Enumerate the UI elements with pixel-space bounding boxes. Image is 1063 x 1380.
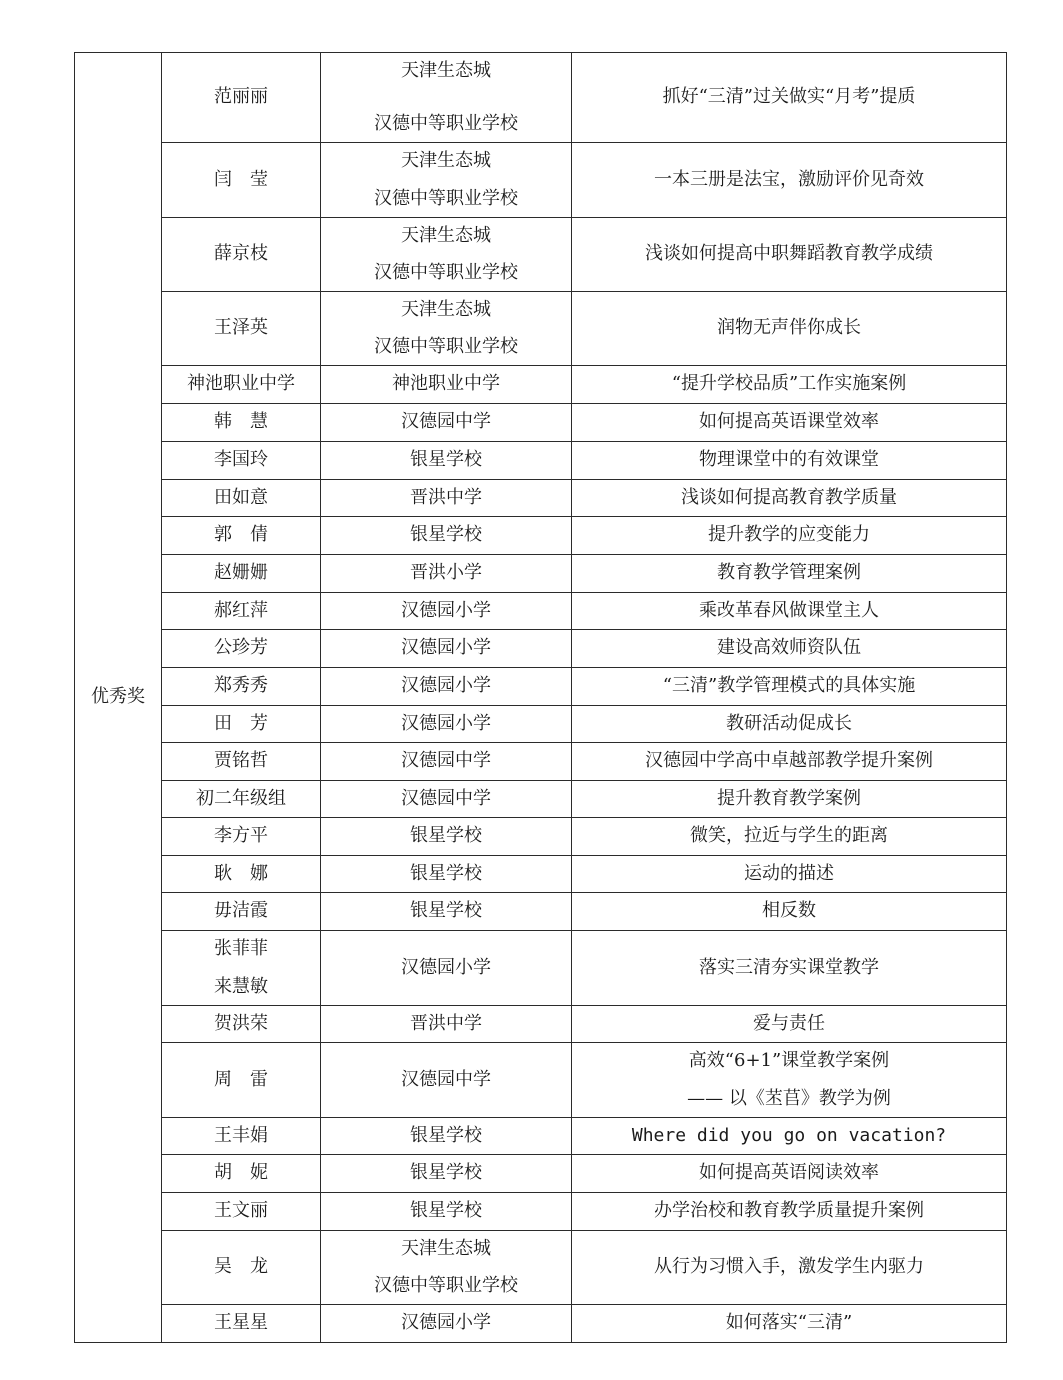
school-cell-lines (325, 411, 567, 434)
school-cell-lines (325, 863, 567, 886)
school-cell (321, 856, 572, 893)
title-line: 相反数 (762, 900, 816, 922)
name-cell-lines (166, 938, 316, 999)
name-cell (162, 53, 321, 143)
title-line: Where did you go on vacation? (631, 1124, 947, 1146)
name-line: 胡 妮 (214, 1162, 268, 1184)
table-row (75, 743, 1007, 781)
school-cell-lines (325, 449, 567, 472)
name-cell (162, 1043, 321, 1118)
title-cell (572, 53, 1007, 143)
title-cell (572, 1043, 1007, 1118)
school-cell-lines (325, 900, 567, 923)
title-line: 教育教学管理案例 (717, 562, 861, 584)
title-line: 汉德园中学高中卓越部教学提升案例 (645, 750, 933, 772)
school-cell (321, 143, 572, 218)
title-cell-lines (576, 317, 1002, 340)
table-row (75, 555, 1007, 593)
table-row (75, 1155, 1007, 1193)
title-line: 抓好“三清”过关做实“月考”提质 (662, 86, 916, 108)
school-cell-lines (325, 637, 567, 660)
title-line: 一本三册是法宝，激励评价见奇效 (654, 168, 924, 190)
school-cell-lines (325, 225, 567, 285)
name-cell (162, 1305, 321, 1343)
title-cell-lines (576, 1200, 1002, 1223)
name-line: 王文丽 (214, 1200, 268, 1222)
title-cell-lines (576, 487, 1002, 510)
school-cell (321, 1006, 572, 1043)
table-row (75, 630, 1007, 668)
title-cell (572, 218, 1007, 292)
school-line: 天津生态城 (401, 298, 491, 320)
title-line: 提升教育教学案例 (717, 787, 861, 809)
name-line: 吴 龙 (214, 1256, 268, 1278)
school-line: 汉德园小学 (401, 712, 491, 734)
school-cell (321, 1118, 572, 1155)
school-cell (321, 480, 572, 517)
name-cell-lines (166, 449, 316, 472)
name-cell-lines (166, 524, 316, 547)
name-line: 来慧敏 (214, 976, 268, 997)
title-cell-lines (576, 788, 1002, 811)
school-cell (321, 1155, 572, 1193)
school-line: 汉德中等职业学校 (374, 188, 518, 209)
school-line: 银星学校 (410, 449, 482, 471)
school-cell-lines (325, 713, 567, 736)
title-cell (572, 668, 1007, 706)
school-cell-lines (325, 1238, 567, 1298)
title-line: “提升学校品质”工作实施案例 (671, 373, 907, 395)
table-row (75, 292, 1007, 366)
name-cell (162, 893, 321, 931)
title-cell-lines (576, 373, 1002, 396)
table-row (75, 668, 1007, 706)
name-cell-lines (166, 317, 316, 340)
title-line: 如何落实“三清” (725, 1312, 853, 1334)
name-line: 郑秀秀 (214, 675, 268, 697)
title-cell (572, 781, 1007, 818)
school-line: 汉德园小学 (401, 675, 491, 697)
title-cell-lines (576, 243, 1002, 266)
school-cell-lines (325, 524, 567, 547)
school-line: 汉德园小学 (401, 1312, 491, 1334)
title-line: 润物无声伴你成长 (717, 317, 861, 339)
title-cell (572, 1193, 1007, 1231)
table-row (75, 893, 1007, 931)
name-line: 李方平 (214, 825, 268, 847)
table-row (75, 593, 1007, 630)
title-cell (572, 931, 1007, 1006)
name-cell (162, 404, 321, 442)
title-line: 浅谈如何提高中职舞蹈教育教学成绩 (645, 243, 933, 265)
title-cell (572, 1305, 1007, 1343)
name-line: 王泽英 (214, 317, 268, 339)
school-line: 晋洪中学 (410, 486, 482, 508)
name-cell (162, 818, 321, 856)
name-cell-lines (166, 788, 316, 811)
school-line: 汉德园小学 (401, 637, 491, 659)
title-cell-lines (576, 600, 1002, 623)
name-cell-lines (166, 713, 316, 736)
title-cell-lines (576, 750, 1002, 773)
name-cell-lines (166, 1162, 316, 1185)
school-cell (321, 893, 572, 931)
school-cell-lines (325, 150, 567, 211)
name-line: 毋洁霞 (214, 900, 268, 922)
name-line: 初二年级组 (196, 787, 286, 809)
school-line: 汉德中等职业学校 (374, 113, 518, 134)
school-cell (321, 668, 572, 706)
school-cell (321, 1231, 572, 1305)
title-cell-lines (576, 1312, 1002, 1335)
title-line: 运动的描述 (744, 862, 834, 884)
school-line: 银星学校 (410, 524, 482, 546)
name-cell-lines (166, 637, 316, 660)
school-line: 汉德中等职业学校 (374, 262, 518, 283)
name-line: 韩 慧 (214, 411, 268, 433)
name-cell-lines (166, 863, 316, 886)
table-row (75, 1231, 1007, 1305)
name-cell (162, 366, 321, 404)
school-cell-lines (325, 1125, 567, 1148)
table-row (75, 442, 1007, 480)
table-row (75, 366, 1007, 404)
name-cell-lines (166, 411, 316, 434)
table-row (75, 1006, 1007, 1043)
school-cell (321, 593, 572, 630)
school-line: 汉德中等职业学校 (374, 336, 518, 357)
name-cell (162, 593, 321, 630)
school-line: 汉德园小学 (401, 956, 491, 978)
school-cell-lines (325, 1013, 567, 1036)
name-line: 张菲菲 (214, 937, 268, 959)
school-cell-lines (325, 750, 567, 773)
name-cell (162, 1193, 321, 1231)
title-cell (572, 404, 1007, 442)
school-cell-lines (325, 957, 567, 980)
name-cell-lines (166, 675, 316, 698)
name-cell (162, 668, 321, 706)
title-cell-lines (576, 637, 1002, 660)
table-row (75, 1193, 1007, 1231)
title-line: 乘改革春风做课堂主人 (699, 599, 879, 621)
table-row (75, 480, 1007, 517)
title-cell (572, 292, 1007, 366)
school-cell-lines (325, 1312, 567, 1335)
school-cell-lines (325, 60, 567, 136)
name-cell (162, 555, 321, 593)
name-cell-lines (166, 600, 316, 623)
school-cell (321, 442, 572, 480)
name-cell (162, 292, 321, 366)
title-cell (572, 818, 1007, 856)
name-line: 范丽丽 (214, 86, 268, 108)
school-line: 银星学校 (410, 1124, 482, 1146)
school-line: 晋洪小学 (410, 562, 482, 584)
title-cell-lines (576, 169, 1002, 192)
school-line: 天津生态城 (401, 1237, 491, 1259)
title-line: 从行为习惯入手，激发学生内驱力 (654, 1256, 924, 1278)
name-line: 郭 倩 (214, 524, 268, 546)
name-cell-lines (166, 750, 316, 773)
table-row (75, 218, 1007, 292)
title-cell (572, 366, 1007, 404)
school-cell (321, 1305, 572, 1343)
title-cell (572, 856, 1007, 893)
school-line: 神池职业中学 (392, 373, 500, 395)
school-line: 银星学校 (410, 825, 482, 847)
name-cell (162, 1155, 321, 1193)
name-line: 王丰娟 (214, 1124, 268, 1146)
name-cell-lines (166, 1312, 316, 1335)
name-cell (162, 143, 321, 218)
name-cell-lines (166, 825, 316, 848)
title-line: 物理课堂中的有效课堂 (699, 449, 879, 471)
title-line: —— 以《苤苢》教学为例 (687, 1088, 891, 1109)
name-cell (162, 1118, 321, 1155)
name-cell-lines (166, 1125, 316, 1148)
table-row (75, 404, 1007, 442)
title-cell (572, 893, 1007, 931)
school-line: 天津生态城 (401, 149, 491, 171)
name-cell (162, 781, 321, 818)
school-cell-lines (325, 1069, 567, 1092)
title-cell (572, 480, 1007, 517)
title-line: 办学治校和教育教学质量提升案例 (654, 1200, 924, 1222)
school-cell (321, 630, 572, 668)
name-cell (162, 480, 321, 517)
name-line: 贺洪荣 (214, 1012, 268, 1034)
title-cell-lines (576, 825, 1002, 848)
name-cell-lines (166, 1013, 316, 1036)
school-line: 银星学校 (410, 862, 482, 884)
school-cell-lines (325, 600, 567, 623)
name-cell-lines (166, 487, 316, 510)
name-cell (162, 743, 321, 781)
school-line: 银星学校 (410, 1162, 482, 1184)
school-cell-lines (325, 788, 567, 811)
title-cell-lines (576, 1256, 1002, 1279)
school-cell-lines (325, 1162, 567, 1185)
school-cell-lines (325, 487, 567, 510)
school-cell (321, 781, 572, 818)
title-cell (572, 706, 1007, 743)
title-cell (572, 1006, 1007, 1043)
name-cell (162, 1231, 321, 1305)
name-cell-lines (166, 562, 316, 585)
school-cell (321, 818, 572, 856)
name-line: 薛京枝 (214, 243, 268, 265)
name-line: 周 雷 (214, 1068, 268, 1090)
school-cell (321, 53, 572, 143)
title-line: 爱与责任 (753, 1012, 825, 1034)
school-cell (321, 366, 572, 404)
school-cell (321, 931, 572, 1006)
title-line: 建设高效师资队伍 (717, 637, 861, 659)
school-cell-lines (325, 373, 567, 396)
name-cell-lines (166, 1200, 316, 1223)
title-line: 提升教学的应变能力 (708, 524, 870, 546)
name-cell (162, 517, 321, 555)
school-cell (321, 218, 572, 292)
school-cell-lines (325, 675, 567, 698)
school-line: 汉德园中学 (401, 411, 491, 433)
title-line: “三清”教学管理模式的具体实施 (662, 675, 916, 697)
title-cell (572, 1155, 1007, 1193)
title-cell (572, 143, 1007, 218)
title-cell-lines (576, 713, 1002, 736)
title-line: 教研活动促成长 (726, 712, 852, 734)
table-row (75, 1043, 1007, 1118)
school-line: 汉德园小学 (401, 599, 491, 621)
title-cell-lines (576, 1013, 1002, 1036)
name-cell-lines (166, 1069, 316, 1092)
school-line: 汉德中等职业学校 (374, 1275, 518, 1296)
school-cell-lines (325, 825, 567, 848)
name-line: 闫 莹 (214, 168, 268, 190)
school-line: 银星学校 (410, 1200, 482, 1222)
title-cell-lines (576, 411, 1002, 434)
title-cell (572, 555, 1007, 593)
name-line: 耿 娜 (214, 862, 268, 884)
title-cell-lines (576, 1050, 1002, 1111)
name-line: 王星星 (214, 1312, 268, 1334)
table-row (75, 856, 1007, 893)
title-cell (572, 1231, 1007, 1305)
school-cell (321, 1193, 572, 1231)
title-cell (572, 442, 1007, 480)
title-cell-lines (576, 86, 1002, 109)
name-line: 田如意 (214, 486, 268, 508)
school-line: 天津生态城 (401, 224, 491, 246)
title-cell (572, 593, 1007, 630)
school-cell-lines (325, 299, 567, 359)
title-cell-lines (576, 675, 1002, 698)
name-line: 神池职业中学 (187, 373, 295, 395)
name-cell-lines (166, 243, 316, 266)
school-cell (321, 706, 572, 743)
name-cell (162, 630, 321, 668)
name-line: 赵姗姗 (214, 562, 268, 584)
school-line: 天津生态城 (401, 59, 491, 81)
title-cell (572, 743, 1007, 781)
title-line: 落实三清夯实课堂教学 (699, 956, 879, 978)
title-cell (572, 1118, 1007, 1155)
school-cell-lines (325, 562, 567, 585)
school-line: 汉德园中学 (401, 750, 491, 772)
school-cell (321, 1043, 572, 1118)
school-line: 汉德园中学 (401, 1068, 491, 1090)
name-cell (162, 442, 321, 480)
title-cell (572, 630, 1007, 668)
title-cell (572, 517, 1007, 555)
name-line: 公珍芳 (214, 637, 268, 659)
name-line: 田 芳 (214, 712, 268, 734)
school-line: 汉德园中学 (401, 787, 491, 809)
name-cell-lines (166, 1256, 316, 1279)
title-cell-lines (576, 1125, 1002, 1148)
name-cell-lines (166, 86, 316, 109)
title-cell-lines (576, 524, 1002, 547)
title-line: 高效“6+1”课堂教学案例 (688, 1049, 890, 1071)
title-line: 如何提高英语阅读效率 (699, 1162, 879, 1184)
school-cell (321, 404, 572, 442)
title-cell-lines (576, 1162, 1002, 1185)
name-cell (162, 856, 321, 893)
table-row (75, 1305, 1007, 1343)
name-cell (162, 931, 321, 1006)
table-row (75, 931, 1007, 1006)
title-cell-lines (576, 449, 1002, 472)
table-row (75, 781, 1007, 818)
title-line: 微笑，拉近与学生的距离 (690, 825, 888, 847)
school-cell (321, 743, 572, 781)
name-line: 郝红萍 (214, 599, 268, 621)
school-cell (321, 292, 572, 366)
table-row (75, 517, 1007, 555)
table-row (75, 143, 1007, 218)
name-cell-lines (166, 900, 316, 923)
award-table (74, 52, 1007, 1343)
award-category-cell: 优秀奖 (75, 53, 162, 1343)
title-cell-lines (576, 562, 1002, 585)
name-cell (162, 1006, 321, 1043)
award-list-page (74, 52, 1006, 1343)
title-line: 如何提高英语课堂效率 (699, 411, 879, 433)
table-row (75, 706, 1007, 743)
name-cell (162, 218, 321, 292)
title-cell-lines (576, 957, 1002, 980)
name-line: 李国玲 (214, 449, 268, 471)
title-cell-lines (576, 863, 1002, 886)
table-row (75, 1118, 1007, 1155)
school-cell (321, 555, 572, 593)
school-cell-lines (325, 1200, 567, 1223)
name-cell-lines (166, 169, 316, 192)
school-line: 银星学校 (410, 900, 482, 922)
school-cell (321, 517, 572, 555)
name-cell-lines (166, 373, 316, 396)
title-cell-lines (576, 900, 1002, 923)
table-row (75, 53, 1007, 143)
name-cell (162, 706, 321, 743)
award-table-body (75, 53, 1007, 1343)
school-line: 晋洪中学 (410, 1012, 482, 1034)
table-row (75, 818, 1007, 856)
title-line: 浅谈如何提高教育教学质量 (681, 486, 897, 508)
name-line: 贾铭哲 (214, 750, 268, 772)
